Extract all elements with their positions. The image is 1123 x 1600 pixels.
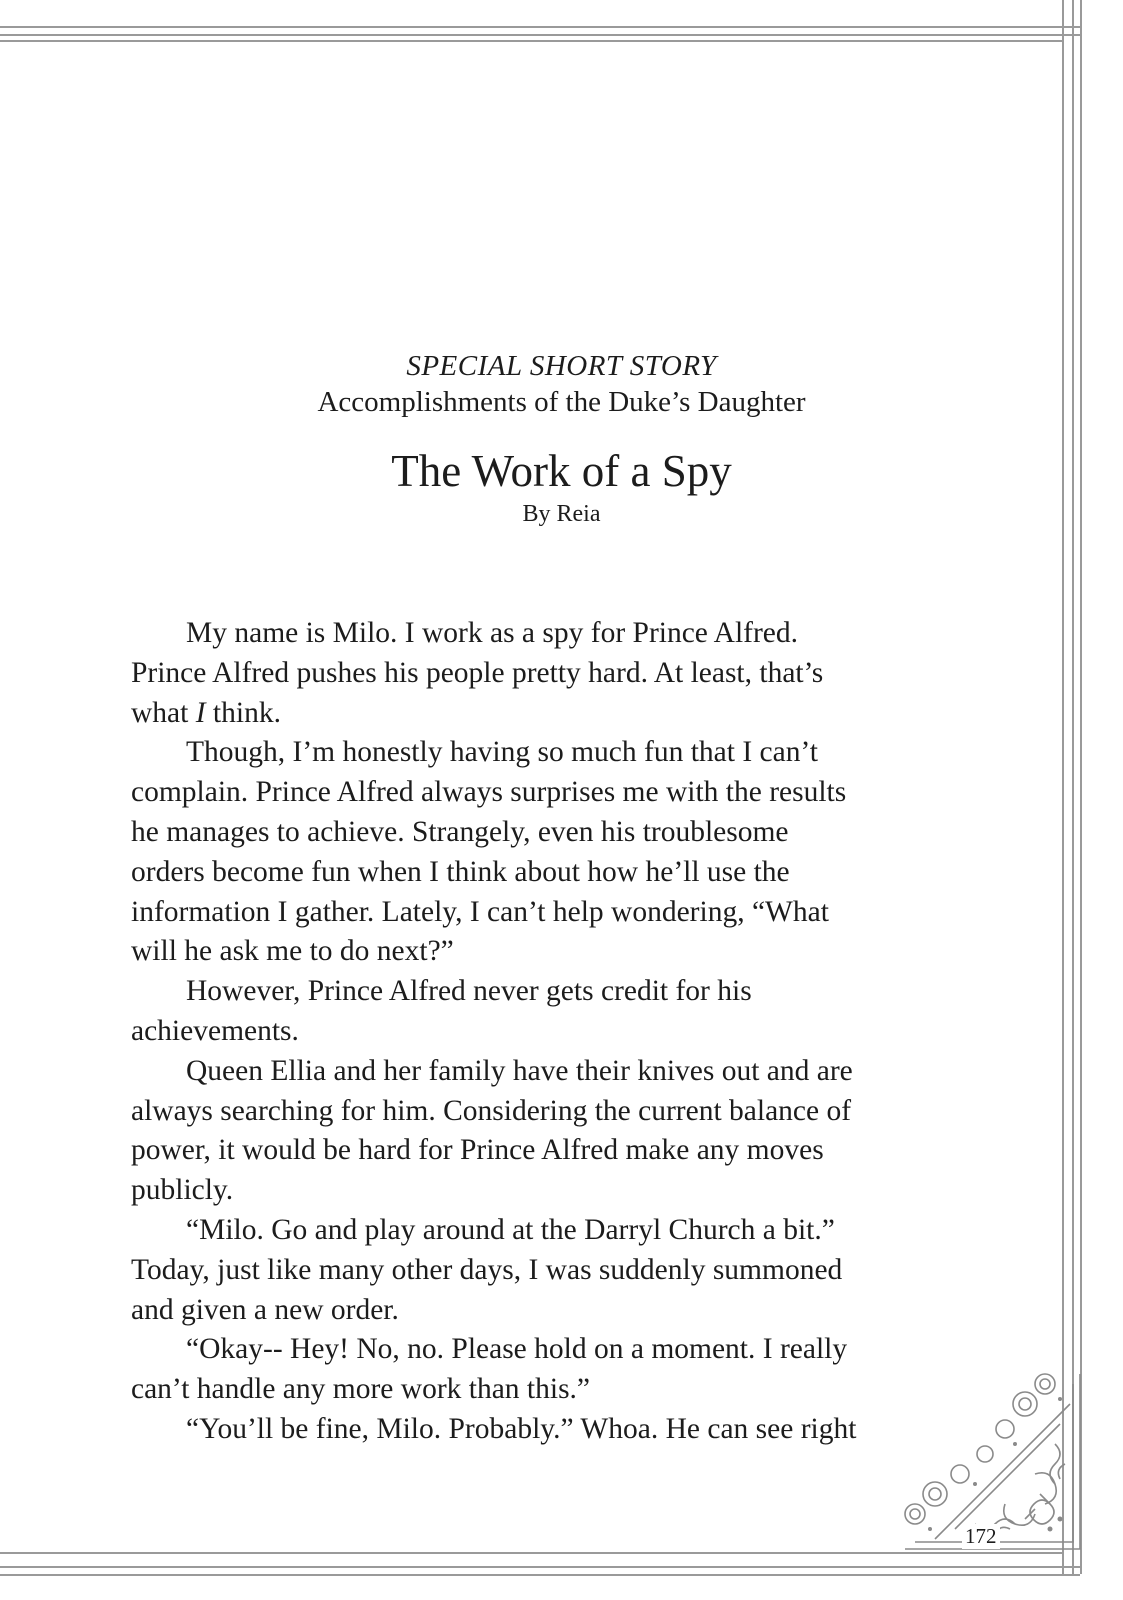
text-line: “You’ll be fine, Milo. Probably.” Whoa. He can see right — [186, 1412, 857, 1445]
text-line: Today, just like many other days, I was suddenly summoned — [131, 1253, 843, 1286]
special-story-label: SPECIAL SHORT STORY — [406, 350, 717, 382]
text-line: always searching for him. Considering the current balance of — [131, 1094, 852, 1127]
frame-top-line-inner — [0, 34, 1080, 36]
text-line — [131, 694, 999, 734]
text-line: he manages to achieve. Strangely, even his troublesome — [131, 815, 789, 848]
frame-right-line-inner — [1062, 0, 1064, 1574]
story-body — [131, 614, 999, 1450]
text-line: “Milo. Go and play around at the Darryl Church a bit.” — [186, 1213, 835, 1246]
frame-bottom-line-extra — [0, 1574, 1080, 1576]
frame-right-line-outer — [1080, 0, 1082, 1574]
paragraph — [131, 614, 999, 733]
text-line: power, it would be hard for Prince Alfred make any moves — [131, 1134, 824, 1167]
text-line: Prince Alfred pushes his people pretty hard. At least, that’s — [131, 656, 824, 689]
text-line: complain. Prince Alfred always surprises me with the results — [131, 776, 847, 809]
text-line: However, Prince Alfred never gets credit for his — [186, 975, 752, 1008]
story-title: The Work of a Spy — [391, 446, 732, 496]
paragraph — [131, 1052, 999, 1211]
text-line: Queen Ellia and her family have their knives out and are — [186, 1054, 853, 1087]
author-byline: By Reia — [522, 501, 601, 527]
corner-ornament-icon — [875, 1344, 1085, 1554]
text-line: information I gather. Lately, I can’t help wondering, “What — [131, 895, 829, 928]
paragraph — [131, 733, 999, 972]
frame-top-line-outer — [0, 26, 1080, 28]
paragraph — [131, 1330, 999, 1410]
paragraph — [131, 972, 999, 1052]
text-line: Though, I’m honestly having so much fun that I can’t — [186, 736, 818, 769]
text-line: orders become fun when I think about how he’ll use the — [131, 855, 790, 888]
paragraph — [131, 1211, 999, 1330]
text-line: achievements. — [131, 1014, 299, 1047]
text-line: will he ask me to do next?” — [131, 935, 454, 968]
page-number: 172 — [962, 1524, 1000, 1549]
text-line: My name is Milo. I work as a spy for Prince Alfred. — [186, 617, 799, 649]
series-title: Accomplishments of the Duke’s Daughter — [317, 386, 806, 418]
text-line: and given a new order. — [131, 1293, 399, 1326]
frame-top-line-extra — [0, 40, 1062, 42]
emphasized-word: I — [195, 696, 206, 729]
text-line: can’t handle any more work than this.” — [131, 1373, 591, 1406]
text-fragment: what — [131, 696, 196, 729]
paragraph — [131, 1410, 999, 1450]
text-fragment: think. — [205, 696, 281, 729]
frame-right-line-mid — [1072, 0, 1074, 1574]
frame-bottom-line-outer — [0, 1566, 1080, 1568]
text-line: “Okay-- Hey! No, no. Please hold on a moment. I really — [186, 1333, 848, 1366]
story-header — [0, 348, 1123, 528]
text-line: publicly. — [131, 1174, 234, 1207]
